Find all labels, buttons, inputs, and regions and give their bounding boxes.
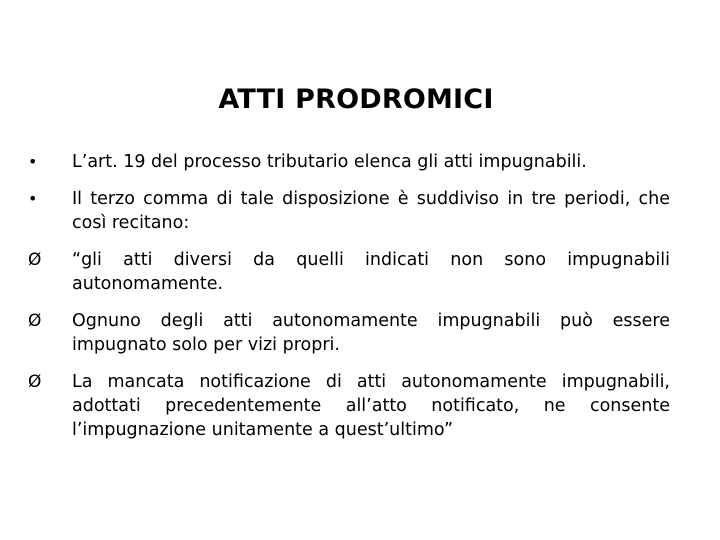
- arrow-item: [28, 248, 670, 296]
- arrow-bullet-icon: Ø: [28, 372, 42, 392]
- bullet-item: [28, 187, 670, 235]
- arrow-bullet-icon: Ø: [28, 311, 42, 331]
- bullet-icon: •: [28, 152, 38, 171]
- bullet-text: L’art. 19 del processo tributario elenca gli atti impugnabili.: [72, 152, 587, 172]
- bullet-item: [28, 150, 670, 174]
- bullet-text: Il terzo comma di tale disposizione è suddiviso in tre periodi, che così recitano:: [72, 189, 670, 233]
- arrow-item: [28, 370, 670, 442]
- bullet-icon: •: [28, 189, 38, 208]
- slide-content: [28, 150, 670, 455]
- arrow-item-text: Ognuno degli atti autonomamente impugnabili può essere impugnato solo per vizi propri.: [72, 311, 670, 355]
- arrow-item-text: La mancata notificazione di atti autonomamente impugnabili, adottati precedentemente all’atto notificato, ne consente l’impugnazione unitamente a quest’ultimo”: [72, 372, 670, 440]
- slide-title: ATTI PRODROMICI: [218, 84, 494, 115]
- arrow-item-text: “gli atti diversi da quelli indicati non sono impugnabili autonomamente.: [72, 250, 670, 294]
- arrow-item: [28, 309, 670, 357]
- arrow-bullet-icon: Ø: [28, 250, 42, 270]
